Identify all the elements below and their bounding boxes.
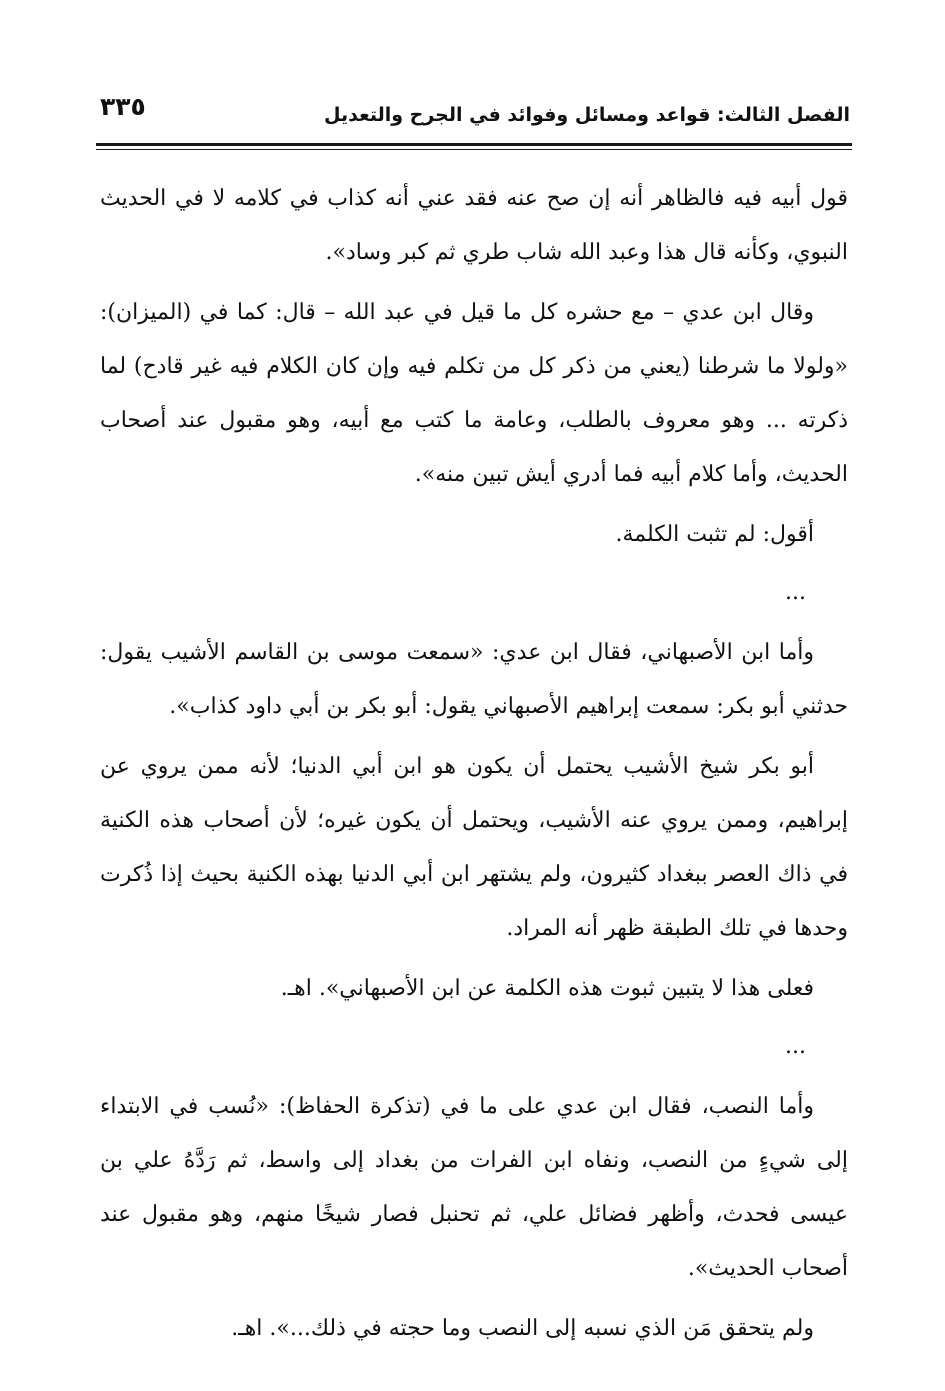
paragraph-7: وأما النصب، فقال ابن عدي على ما في (تذكرة الحفاظ): «نُسب في الابتداء إلى شيءٍ من النصب، ونفاه ابن الفرات من بغداد إلى واسط، ثم رَدَّهُ علي بن عيسى فحدث، وأظهر فضائل علي، ثم تحنبل فصار شيخًا منهم، وهو مقبول عند أصحاب الحديث». (100, 1094, 848, 1281)
running-title: الفصل الثالث: قواعد ومسائل وفوائد في الجرح والتعديل (324, 104, 850, 126)
header-rule-thin (96, 149, 852, 150)
page-header (100, 92, 850, 132)
paragraph-4: وأما ابن الأصبهاني، فقال ابن عدي: «سمعت موسى بن القاسم الأشيب يقول: حدثني أبو بكر: سمعت إبراهيم الأصبهاني يقول: أبو بكر بن أبي داود كذاب». (100, 640, 848, 719)
paragraph-6: فعلى هذا لا يتبين ثبوت هذه الكلمة عن ابن الأصبهاني». اهـ. (280, 976, 814, 1001)
paragraph-8: ولم يتحقق مَن الذي نسبه إلى النصب وما حجته في ذلك...». اهـ. (231, 1316, 814, 1341)
page-number: ٣٣٥ (100, 92, 146, 121)
main-text (100, 172, 848, 1356)
section-separator-1: ... (785, 580, 806, 605)
paragraph-2: وقال ابن عدي – مع حشره كل ما قيل في عبد الله – قال: كما في (الميزان): «ولولا ما شرطنا (يعني من ذكر كل من تكلم فيه وإن كان الكلام فيه غير قادح) لما ذكرته ... وهو معروف بالطلب، وعامة ما كتب مع أبيه، وهو مقبول عند أصحاب الحديث، وأما كلام أبيه فما أدري أيش تبين منه». (100, 300, 848, 487)
paragraph-1: قول أبيه فيه فالظاهر أنه إن صح عنه فقد عني أنه كذاب في كلامه لا في الحديث النبوي، وكأنه قال هذا وعبد الله شاب طري ثم كبر وساد». (100, 186, 848, 265)
header-rule-thick (96, 143, 852, 146)
paragraph-3: أقول: لم تثبت الكلمة. (615, 522, 814, 547)
section-separator-2: ... (785, 1034, 806, 1059)
paragraph-5: أبو بكر شيخ الأشيب يحتمل أن يكون هو ابن أبي الدنيا؛ لأنه ممن يروي عن إبراهيم، وممن يروي عنه الأشيب، ويحتمل أن يكون غيره؛ لأن أصحاب هذه الكنية في ذاك العصر ببغداد كثيرون، ولم يشتهر ابن أبي الدنيا بهذه الكنية بحيث إذا ذُكرت وحدها في تلك الطبقة ظهر أنه المراد. (100, 754, 848, 941)
